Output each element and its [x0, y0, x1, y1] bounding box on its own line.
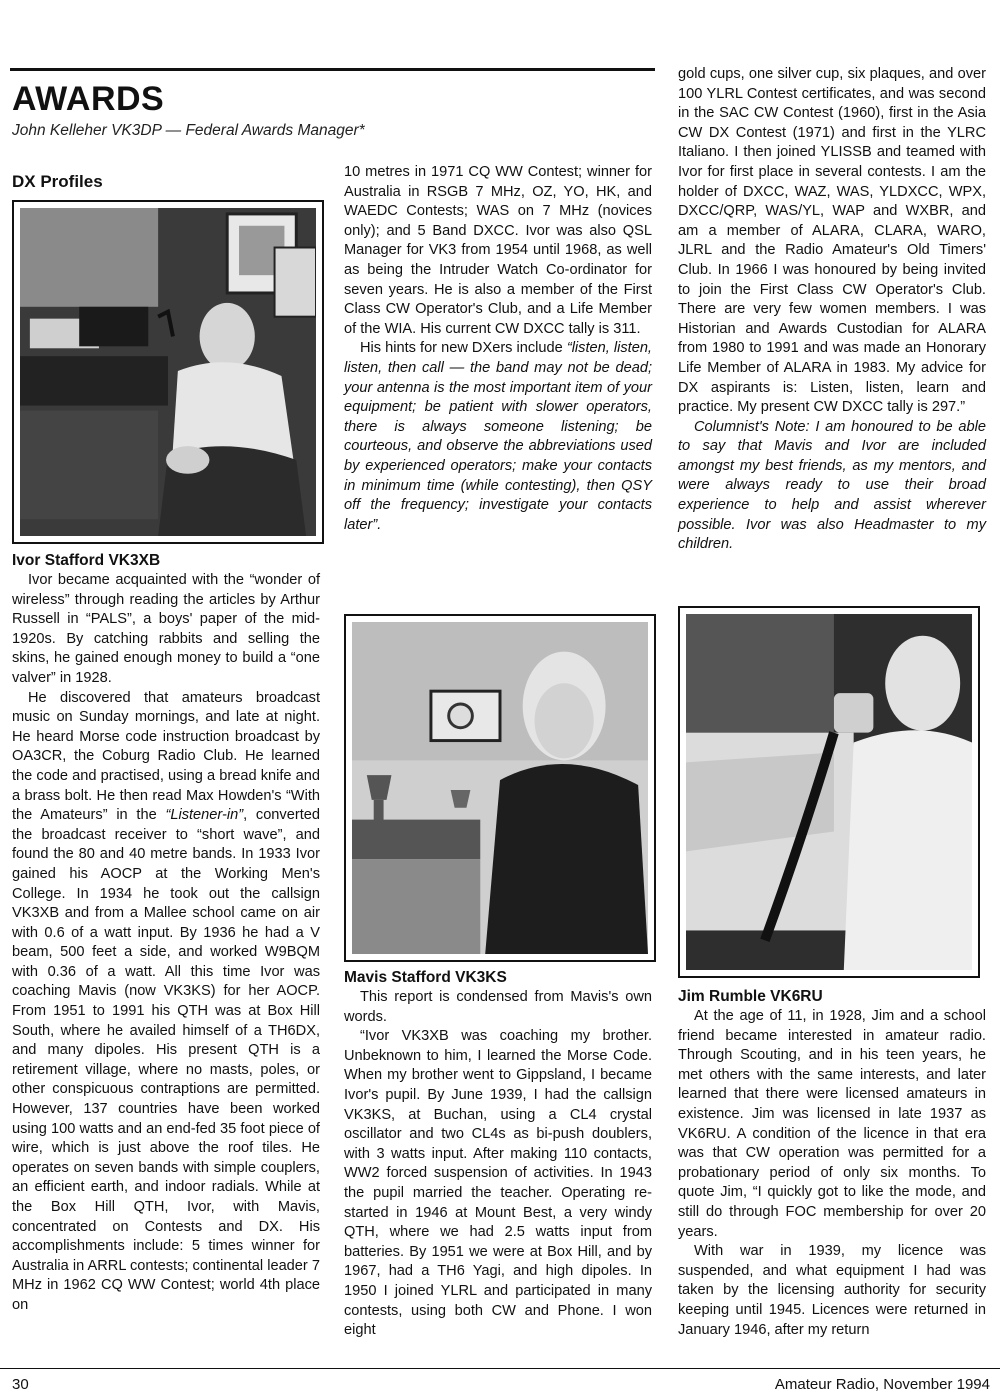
- columnists-note: Columnist's Note: I am honoured to be able to say that Mavis and Ivor are included amongst my best friends, as my mentors, and were always ready to use their broad experience to help and assist wherever possible. Ivor was also Headmaster to my children.: [678, 418, 986, 553]
- mavis-paragraph-2: “Ivor VK3XB was coaching my brother. Unbeknown to him, I learned the Morse Code. When my brother went to Gippsland, I became Ivor's pupil. By June 1939, I had the callsign VK3KS, at Buchan, using a CL4 crystal oscillator and two CL4s as bi-push doublers, with 3 watts input. After making 110 contacts, WW2 forced suspension of activities. In 1943 the pupil married the teacher. Operating re-started in 1946 at Mount Best, a very windy QTH, where we had 2.5 watts input from batteries. By 1951 we were at Box Hill, and by 1967, had a TH6 Yagi, and high dipoles. In 1950 I joined YLRL and participated in many contests, using both CW and Phone. I won eight: [344, 1028, 652, 1339]
- column-3-body: [678, 65, 986, 555]
- ivor-paragraph-2a: He discovered that amateurs broadcast music on Sunday mornings, and late at night. He heard Morse code instruction broadcast by OA3CR, the Coburg Radio Club. He learned the code and practised, using a bread knife and a brass bolt. He then read Max Howden's “With the Amateurs” in the: [12, 689, 320, 824]
- listener-in-title: “Listener-in”: [165, 807, 244, 824]
- byline: John Kelleher VK3DP — Federal Awards Manager*: [12, 122, 365, 139]
- photo-mavis-stafford: [344, 614, 656, 962]
- column-3-lower-body: [678, 1007, 986, 1340]
- ivor-paragraph-1: Ivor became acquainted with the “wonder of wireless” through reading the articles by Arthur Russell in “PALS”, a boys' paper of the mid-1920s. By catching rabbits and selling the skins, he gained enough money to build a “one valver” in 1928.: [12, 572, 320, 686]
- column-1-body: [12, 571, 320, 1316]
- column-2-lower-body: [344, 988, 652, 1341]
- jim-paragraph-2: With war in 1939, my licence was suspended, and what equipment I had was taken by the licensing authority for security keeping until 1945. Licences were returned in January 1946, after my return: [678, 1243, 986, 1338]
- page-number: 30: [12, 1376, 29, 1393]
- photo-jim-rumble: [678, 606, 980, 978]
- caption-jim: Jim Rumble VK6RU: [678, 988, 823, 1005]
- ivor-hints-paragraph: [344, 339, 652, 535]
- ivor-hints-quote: “listen, listen, listen, then call — the band may not be dead; your antenna is the most important item of your equipment; be patient with slower operators, there is always someone listening; be courteous, and observe the abbreviations used by experienced operators; make your contacts in minimum time (while contesting), then QSY off the frequency; investigate your contacts later”.: [344, 340, 652, 533]
- top-rule: [10, 68, 655, 71]
- caption-mavis: Mavis Stafford VK3KS: [344, 969, 507, 986]
- publication-footer: Amateur Radio, November 1994: [774, 1376, 990, 1393]
- ivor-paragraph-2c: , converted the broadcast receiver to “short wave”, and found the 80 and 40 metre bands. In 1933 Ivor gained his AOCP at the Working Men's College. In 1934 he took out the callsign VK3XB and from a Mallee school came on air with 0.6 of a watt input. By 1936 he had a V beam, 500 feet a side, and worked W9BQM with 0.36 of a watt. All this time Ivor was coaching Mavis (now VK3KS) for her AOCP. From 1951 to 1991 his QTH was at Box Hill South, where he availed himself of a TH6DX, and many dipoles. His present QTH is a retirement village, where no masts, poles, or other conspicuous contraptions are permitted. However, 137 countries have been worked using 100 watts and an end-fed 35 foot piece of wire, which is just above the roof tiles. He operates on seven bands with simple couplers, an efficient earth, and indoor radials. While at the Box Hill QTH, Ivor, with Mavis, concentrated on Contests and DX. His accomplishments include: 5 times winner for Australia in ARRL contests; continental leader 7 MHz in 1962 CQ WW Contest; world 4th place on: [12, 807, 320, 1313]
- jim-paragraph-1: At the age of 11, in 1928, Jim and a school friend became interested in amateur radio. Through Scouting, and in his teen years, he met others with the same interests, and later learned that there were licensed amateurs in existence. Jim was licensed in late 1937 as VK6RU. A condition of the licence in that era was that CW operation was permitted for a probationary period of only six months. To quote Jim, “I quickly got to like the mode, and still do through FOC membership for over 20 years.: [678, 1008, 986, 1240]
- ivor-hints-intro: His hints for new DXers include: [360, 340, 567, 357]
- bottom-rule: [0, 1368, 1000, 1369]
- page-title: AWARDS: [12, 80, 165, 118]
- ivor-paragraph-3: 10 metres in 1971 CQ WW Contest; winner for Australia in RSGB 7 MHz, OZ, YO, HK, and WAEDC Contests; WAS on 7 MHz (novices only); and 5 Band DXCC. Ivor was also QSL Manager for VK3 from 1954 until 1968, as well as being the Intruder Watch Co-ordinator for seven years. He is also a member of the First Class CW Operator's Club, and a Life Member of the WIA. His current CW DXCC tally is 311.: [344, 164, 652, 337]
- ivor-paragraph-2: [12, 689, 320, 1316]
- mavis-paragraph-3: gold cups, one silver cup, six plaques, and over 100 YLRL Contest certificates, and was second in the SAC CW Contest (1960), first in the Asia CW DX Contest (1971) and first in the YLRC Italiano. I then joined YLISSB and teamed with Ivor for first place in several contests. I am the holder of DXCC, WAZ, WAS, YLDXCC, WPX, DXCC/QRP, WAS/YL, WAP and WXBR, and am a member of ALARA, CLARA, WARO, JLRL and the Radio Amateur's Old Timers' Club. In 1966 I was honoured by being invited to join the First Class CW Operator's Club. There are very few women members. I was Historian and Awards Custodian for ALARA from 1980 to 1991 and was made an Honorary Life Member of ALARA in 1983. My advice for DX aspirants is: Listen, listen, learn and practice. My present CW DXCC tally is 297.”: [678, 66, 986, 416]
- mavis-paragraph-1: This report is condensed from Mavis's own words.: [344, 989, 652, 1025]
- caption-ivor: Ivor Stafford VK3XB: [12, 552, 161, 569]
- section-heading: DX Profiles: [12, 172, 103, 191]
- column-2-body: [344, 163, 652, 535]
- photo-ivor-stafford: [12, 200, 324, 544]
